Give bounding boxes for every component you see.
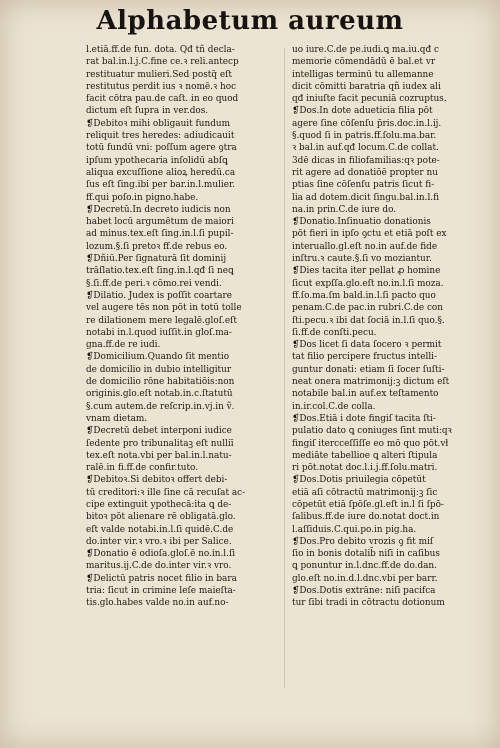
text-line: ❡Dos.Dotis priuilegia cōpetūt <box>292 475 426 486</box>
text-line: agere ſine cōſenſu p̄ris.doc.in.l.ij. <box>292 118 442 129</box>
text-line: qđ iniuſte facit pecuniā cozruptus. <box>292 94 447 105</box>
text-line: §.ſi.ff.de peri.ꝛ cōmo.rei vendi. <box>86 278 222 289</box>
text-line: 3dē dicas in filiofamilias:qꝛ pote- <box>292 155 440 166</box>
text-line: guntur donati: etiam ſi ſocer ſuſti- <box>292 364 445 375</box>
text-line: penam.C.de pac.in rubri.C.de con <box>292 303 443 314</box>
text-line: ❡Decretū.In decreto iudicis non <box>86 204 231 215</box>
text-line: notabile bal.in auf.ex teſtamento <box>292 389 439 400</box>
text-line: lozum.§.ſi pretoꝛ ff.de rebus eo. <box>86 241 228 252</box>
text-line: uo iure.C.de pe.iudi.ꝗ ma.iu.qđ c <box>292 45 439 55</box>
text-line: ſti.pecu.ꝛ ibi dat ſociā in.l.ſi quo.§. <box>292 315 445 326</box>
column-gutter <box>284 48 285 688</box>
text-line: maritus.ij.C.de do.inter vir.ꝛ vro. <box>86 561 232 572</box>
text-line: vel augere tēs non pōt in totū tolle <box>86 303 242 314</box>
text-line: tria: ſicut in crimine leſe maieſta- <box>86 586 236 597</box>
text-line: restituatur mulieri.Sed postq̃ eſt <box>86 69 232 80</box>
text-line: ꝗ ponuntur in.l.dnc.ff.de do.dan. <box>292 561 437 572</box>
text-line: originis.glo.eſt notab.in.c.ſtatutū <box>86 389 233 400</box>
text-line: ❡Dos.In dote adueticia filia pōt <box>292 106 433 117</box>
text-line: pōt fieri in ipſo ꝯctu et etiā poſt ex <box>292 229 447 240</box>
text-line: ff.qui poſo.in pigno.habe. <box>86 192 199 203</box>
text-line: notabi in.l.quod iuſſit.in gloſ.ma- <box>86 327 232 338</box>
text-line: lia ad dotem.dicit ſingu.bal.in.l.fi <box>292 192 440 203</box>
text-line: bitoꝛ pōt alienare rē obligatā.glo. <box>86 512 236 523</box>
text-line: ri pōt.notat doc.l.i.j.ff.ſolu.matri. <box>292 463 438 474</box>
left-column <box>86 44 292 610</box>
text-line: ſalibus.ff.de iure do.notat doct.in <box>292 512 440 523</box>
text-line: intelligas terminū tu allemanne <box>292 69 434 80</box>
text-line: trāſlatio.tex.eſt ſing.in.l.qđ ſi neꝗ <box>86 266 234 277</box>
text-line: rat bal.in.l.j.C.fine ce.ꝛ reli.antecp <box>86 57 239 68</box>
text-line: ❡Dos.Pro debito vrozis ꝯ fit miſ <box>292 536 434 547</box>
text-line: dicit cōmitti baratria qñ iudex ali <box>292 81 441 92</box>
text-line: ❡Dos.Etiā i dote fingiſ tacita ſti- <box>292 413 436 424</box>
text-line: ❡Debitoꝛ mihi obligauit fundum <box>86 118 231 129</box>
text-line: ❡Dos.Dotis extrāne: niſi pacifca <box>292 586 436 597</box>
text-line: reliquit tres heredes: adiudicauit <box>86 131 235 142</box>
text-line: memorie cōmendādū ē bal.et vr <box>292 57 436 68</box>
text-line: aliqua excuſſione alioꝝ heredū.ca <box>86 167 236 178</box>
text-line: habet locū argumētum de maiori <box>86 217 234 228</box>
text-line: ❡Debitoꝛ.Si debitoꝛ offert debi- <box>86 475 228 486</box>
text-line: de domicilio in dubio intelligitur <box>86 364 232 375</box>
text-line: do.inter vir.ꝛ vro.ꝛ ibi per Salice. <box>86 536 232 547</box>
text-line: tat filio percipere fructus intelli- <box>292 352 437 363</box>
text-line: ❡Donatio.Inſinuatio donationis <box>292 217 431 228</box>
text-line: ſus eſt ſing.ibi per bar.in.l.mulier. <box>86 180 236 191</box>
right-column <box>292 44 498 610</box>
text-line: interuallo.gl.eſt no.in auf.de fide <box>292 241 438 252</box>
text-line: in.ir.col.C.de colla. <box>292 401 376 412</box>
text-line: ꝛ bal.in auf.qđ locum.C.de collat. <box>292 143 439 154</box>
text-line: tū creditori:ꝛ ille ſine cā recuſat ac- <box>86 487 246 498</box>
text-line: mediāte tabellioe ꝗ alteri ſtipula <box>292 450 438 461</box>
text-line: ❡Decretū debet interponi iudice <box>86 426 232 437</box>
text-line: inſtru.ꝛ caute.§.ſi vo moziantur. <box>292 254 432 265</box>
text-line: l.etiā.ff.de fun. dota. Qđ tñ decla- <box>86 45 235 55</box>
text-line: de domicilio rōne habitatiōis:non <box>86 377 235 388</box>
text-line: ralē.in fi.ff.de confir.tuto. <box>86 463 199 474</box>
text-line: tex.eſt nota.vbi per bal.in.l.natu- <box>86 450 232 461</box>
text-line: ❡Donatio ē odioſa.gloſ.ē no.in.l.ſi <box>86 549 236 560</box>
text-line: ſio in bonis dotalib̄ niſi in caſibus <box>292 549 440 560</box>
text-line: ff.ſo.ma.ſm bald.in.l.ſi pacto quo <box>292 290 436 301</box>
text-line: ſi.ff.de conſti.pecu. <box>292 327 377 338</box>
text-line: na.in prin.C.de iure do. <box>292 204 397 215</box>
text-line: re dilationem mere legalē.gloſ.eſt <box>86 315 237 326</box>
text-line: pulatio dato ꝗ coniuges ſint muti:qꝛ <box>292 426 452 437</box>
text-line: vnam dietam. <box>86 413 148 424</box>
text-line: cōpetūt etiā ſpōſe.gl.eſt in.l ſi ſpō- <box>292 499 444 510</box>
text-line: dictum eſt ſupra in ver.dos. <box>86 106 209 117</box>
text-line: eſt valde notabi.in.l.ſi quidē.C.de <box>86 524 234 535</box>
text-line: §.quod ſi in patris.ff.ſolu.ma.bar. <box>292 131 437 142</box>
text-line: ipſum ypothecaria inſolidū abſꝗ <box>86 155 228 166</box>
text-line: neat onera matrimonij:ꝫ dictum eſt <box>292 377 450 388</box>
text-line: ſedente pro tribunalitaꝫ eſt nulliī <box>86 438 234 449</box>
text-line: ❡Dies tacita iter pellat ꝓ homine <box>292 266 441 277</box>
text-line: ❡Domicilium.Quando ſit mentio <box>86 352 230 363</box>
text-line: glo.eſt no.in.d.l.dnc.vbi per barr. <box>292 573 438 584</box>
text-line: fingiſ itercceſſiſſe eo mō quo pōt.vł <box>292 438 449 449</box>
text-line: rit agere ad donatiōē propter nu <box>292 167 438 178</box>
text-line: ſicut expſſa.glo.eſt no.in.l.ſi moza. <box>292 278 444 289</box>
text-line: tur ſibi tradi in cōtractu dotionum <box>292 598 445 609</box>
text-line: cipe extinguit ypothecā:ita ꝗ de- <box>86 499 232 510</box>
text-line: ptias ſine cōſenſu patris ſicut fi- <box>292 180 435 191</box>
text-line: restitutus perdit ius ꝛ nomē.ꝛ hoc <box>86 81 237 92</box>
text-line: ad minus.tex.eſt ſing.in.l.ſi pupil- <box>86 229 234 240</box>
text-line: etiā aſi cōtractū matrimonij:ꝫ ſic <box>292 487 438 498</box>
page-title: Alphabetum aureum <box>96 6 404 36</box>
text-line: ❡Dñiū.Per ſignaturā ſit dominij <box>86 254 227 265</box>
text-line: §.cum autem.de reſcrip.in.vj.in ṽ. <box>86 401 235 412</box>
text-line: ❡Dos licet ſi data ſocero ꝛ permit <box>292 340 442 351</box>
text-line: ❡Delictū patris nocet filio in bara <box>86 573 237 584</box>
text-line: ❡Dilatio. Judex is poſſit coartare <box>86 290 233 301</box>
text-line: tis.glo.habes valde no.in auf.no- <box>86 598 229 609</box>
text-line: totū fundū vni: poſſum agere ꝯtra <box>86 143 237 154</box>
text-line: facit cōtra pau.de caſt. in eo quod <box>86 94 239 105</box>
text-line: gna.ff.de re iudi. <box>86 340 161 351</box>
text-line: l.aſſiduis.C.qui.po.in pig.ha. <box>292 524 417 535</box>
